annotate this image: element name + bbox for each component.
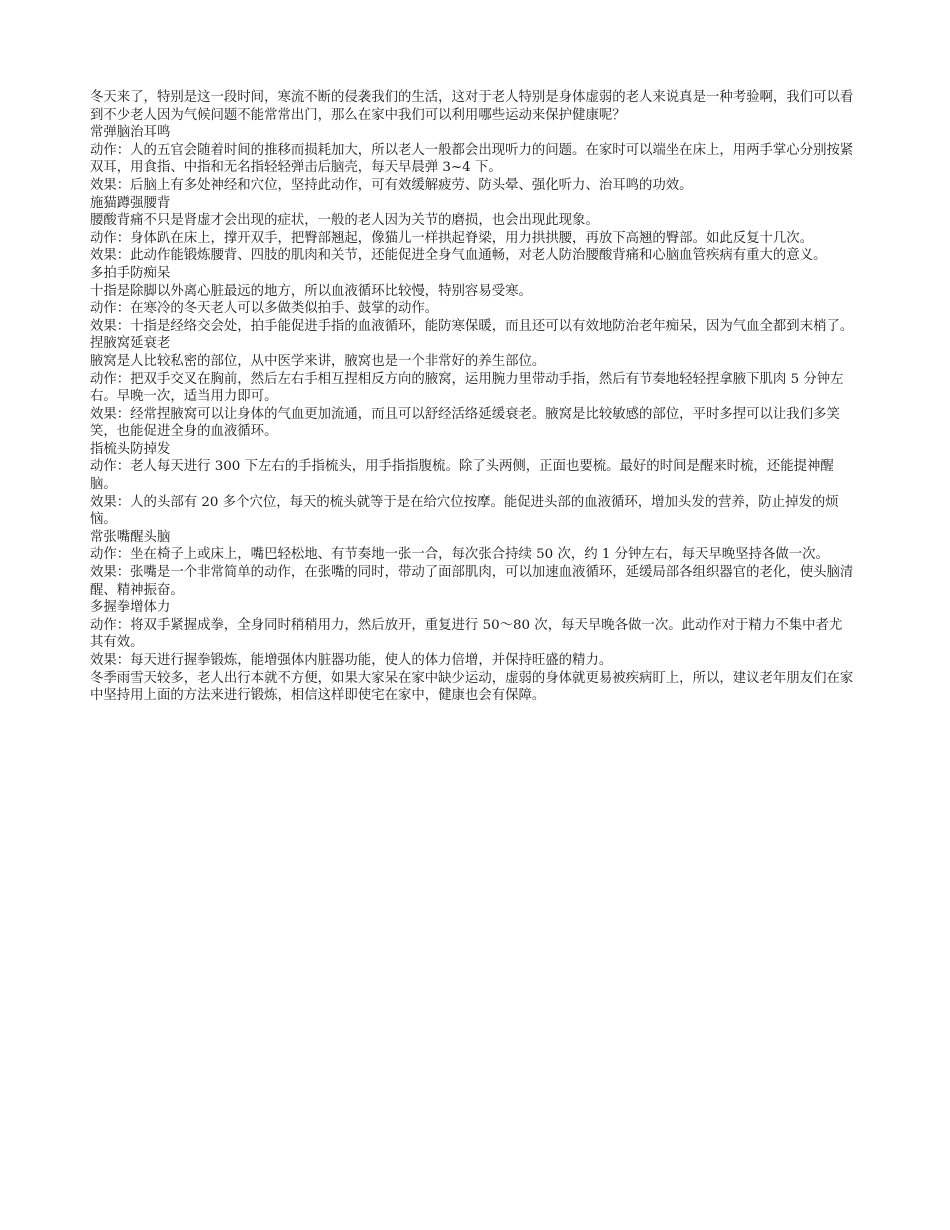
section-paragraph: 效果：人的头部有 20 多个穴位，每天的梳头就等于是在给穴位按摩。能促进头部的血液循环，增加头发的营养，防止掉发的烦恼。 — [90, 494, 839, 528]
intro-paragraph: 冬天来了，特别是这一段时间，寒流不断的侵袭我们的生活，这对于老人特别是身体虚弱的老人来说真是一种考验啊，我们可以看到不少老人因为气候问题不能常常出门，那么在家中我们可以利用哪些运动来保护健康呢？ — [90, 90, 854, 123]
section-paragraph: 动作：把双手交叉在胸前，然后左右手相互捏相反方向的腋窝，运用腕力里带动手指，然后有节奏地轻轻捏拿腋下肌肉 5 分钟左右。早晚一次，适当用力即可。 — [90, 371, 844, 405]
section-title-back: 施猫蹲强腰背 — [90, 195, 171, 211]
section-paragraph: 动作：将双手紧握成拳，全身同时稍稍用力，然后放开，重复进行 50～80 次，每天早晚各做一次。此动作对于精力不集中者尤其有效。 — [90, 617, 843, 651]
section-paragraph: 腋窝是人比较私密的部位，从中医学来讲，腋窝也是一个非常好的养生部位。 — [90, 353, 546, 369]
section-title-comb: 指梳头防掉发 — [90, 441, 171, 457]
section-paragraph: 效果：经常捏腋窝可以让身体的气血更加流通，而且可以舒经活络延缓衰老。腋窝是比较敏感的部位，平时多捏可以让我们多笑笑，也能促进全身的血液循环。 — [90, 406, 840, 440]
section-paragraph: 效果：每天进行握拳锻炼，能增强体内脏器功能，使人的体力倍增，并保持旺盛的精力。 — [90, 653, 613, 668]
section-paragraph: 动作：坐在椅子上或床上，嘴巴轻松地、有节奏地一张一合，每次张合持续 50 次，约 1 分钟左右，每天早晚坚持各做一次。 — [90, 547, 829, 563]
section-title-fist: 多握拳增体力 — [90, 600, 171, 616]
section-paragraph: 效果：十指是经络交会处，拍手能促进手指的血液循环，能防寒保暖，而且还可以有效地防治老年痴呆，因为气血全都到末梢了。 — [90, 318, 854, 334]
section-title-clap: 多拍手防痴呆 — [90, 265, 171, 281]
section-title-armpit: 捏腋窝延衰老 — [90, 336, 171, 352]
section-paragraph: 动作：身体趴在床上，撑开双手，把臀部翘起，像猫儿一样拱起脊梁，用力拱拱腰，再放下高翘的臀部。如此反复十几次。 — [90, 230, 814, 246]
section-paragraph: 动作：人的五官会随着时间的推移而损耗加大，所以老人一般都会出现听力的问题。在家时可以端坐在床上，用两手掌心分别按紧双耳，用食指、中指和无名指轻轻弹击后脑壳，每天早晨弹 3~4 下。 — [90, 142, 854, 176]
section-paragraph: 动作：老人每天进行 300 下左右的手指梳头，用手指指腹梳。除了头两侧，正面也要梳。最好的时间是醒来时梳，还能提神醒脑。 — [90, 459, 834, 493]
section-title-ear: 常弹脑治耳鸣 — [90, 125, 171, 141]
section-paragraph: 动作：在寒冷的冬天老人可以多做类似拍手、鼓掌的动作。 — [90, 301, 439, 317]
article-body — [90, 89, 855, 705]
section-paragraph: 效果：后脑上有多处神经和穴位，坚持此动作，可有效缓解疲劳、防头晕、强化听力、治耳鸣的功效。 — [90, 177, 693, 193]
section-paragraph: 效果：此动作能锻炼腰背、四肢的肌肉和关节，还能促进全身气血通畅，对老人防治腰酸背痛和心脑血管疾病有重大的意义。 — [90, 248, 827, 264]
outro-paragraph: 冬季雨雪天较多，老人出行本就不方便，如果大家呆在家中缺少运动，虚弱的身体就更易被疾病盯上，所以，建议老年朋友们在家中坚持用上面的方法来进行锻炼，相信这样即使宅在家中，健康也会有保障。 — [90, 670, 854, 704]
section-paragraph: 十指是除脚以外离心脏最远的地方，所以血液循环比较慢，特别容易受寒。 — [90, 283, 532, 299]
section-paragraph: 效果：张嘴是一个非常简单的动作，在张嘴的同时，带动了面部肌肉，可以加速血液循环，延缓局部各组织器官的老化，使头脑清醒、精神振奋。 — [90, 565, 854, 598]
section-paragraph: 腰酸背痛不只是肾虚才会出现的症状，一般的老人因为关节的磨损，也会出现此现象。 — [90, 213, 599, 229]
section-title-mouth: 常张嘴醒头脑 — [90, 529, 171, 545]
